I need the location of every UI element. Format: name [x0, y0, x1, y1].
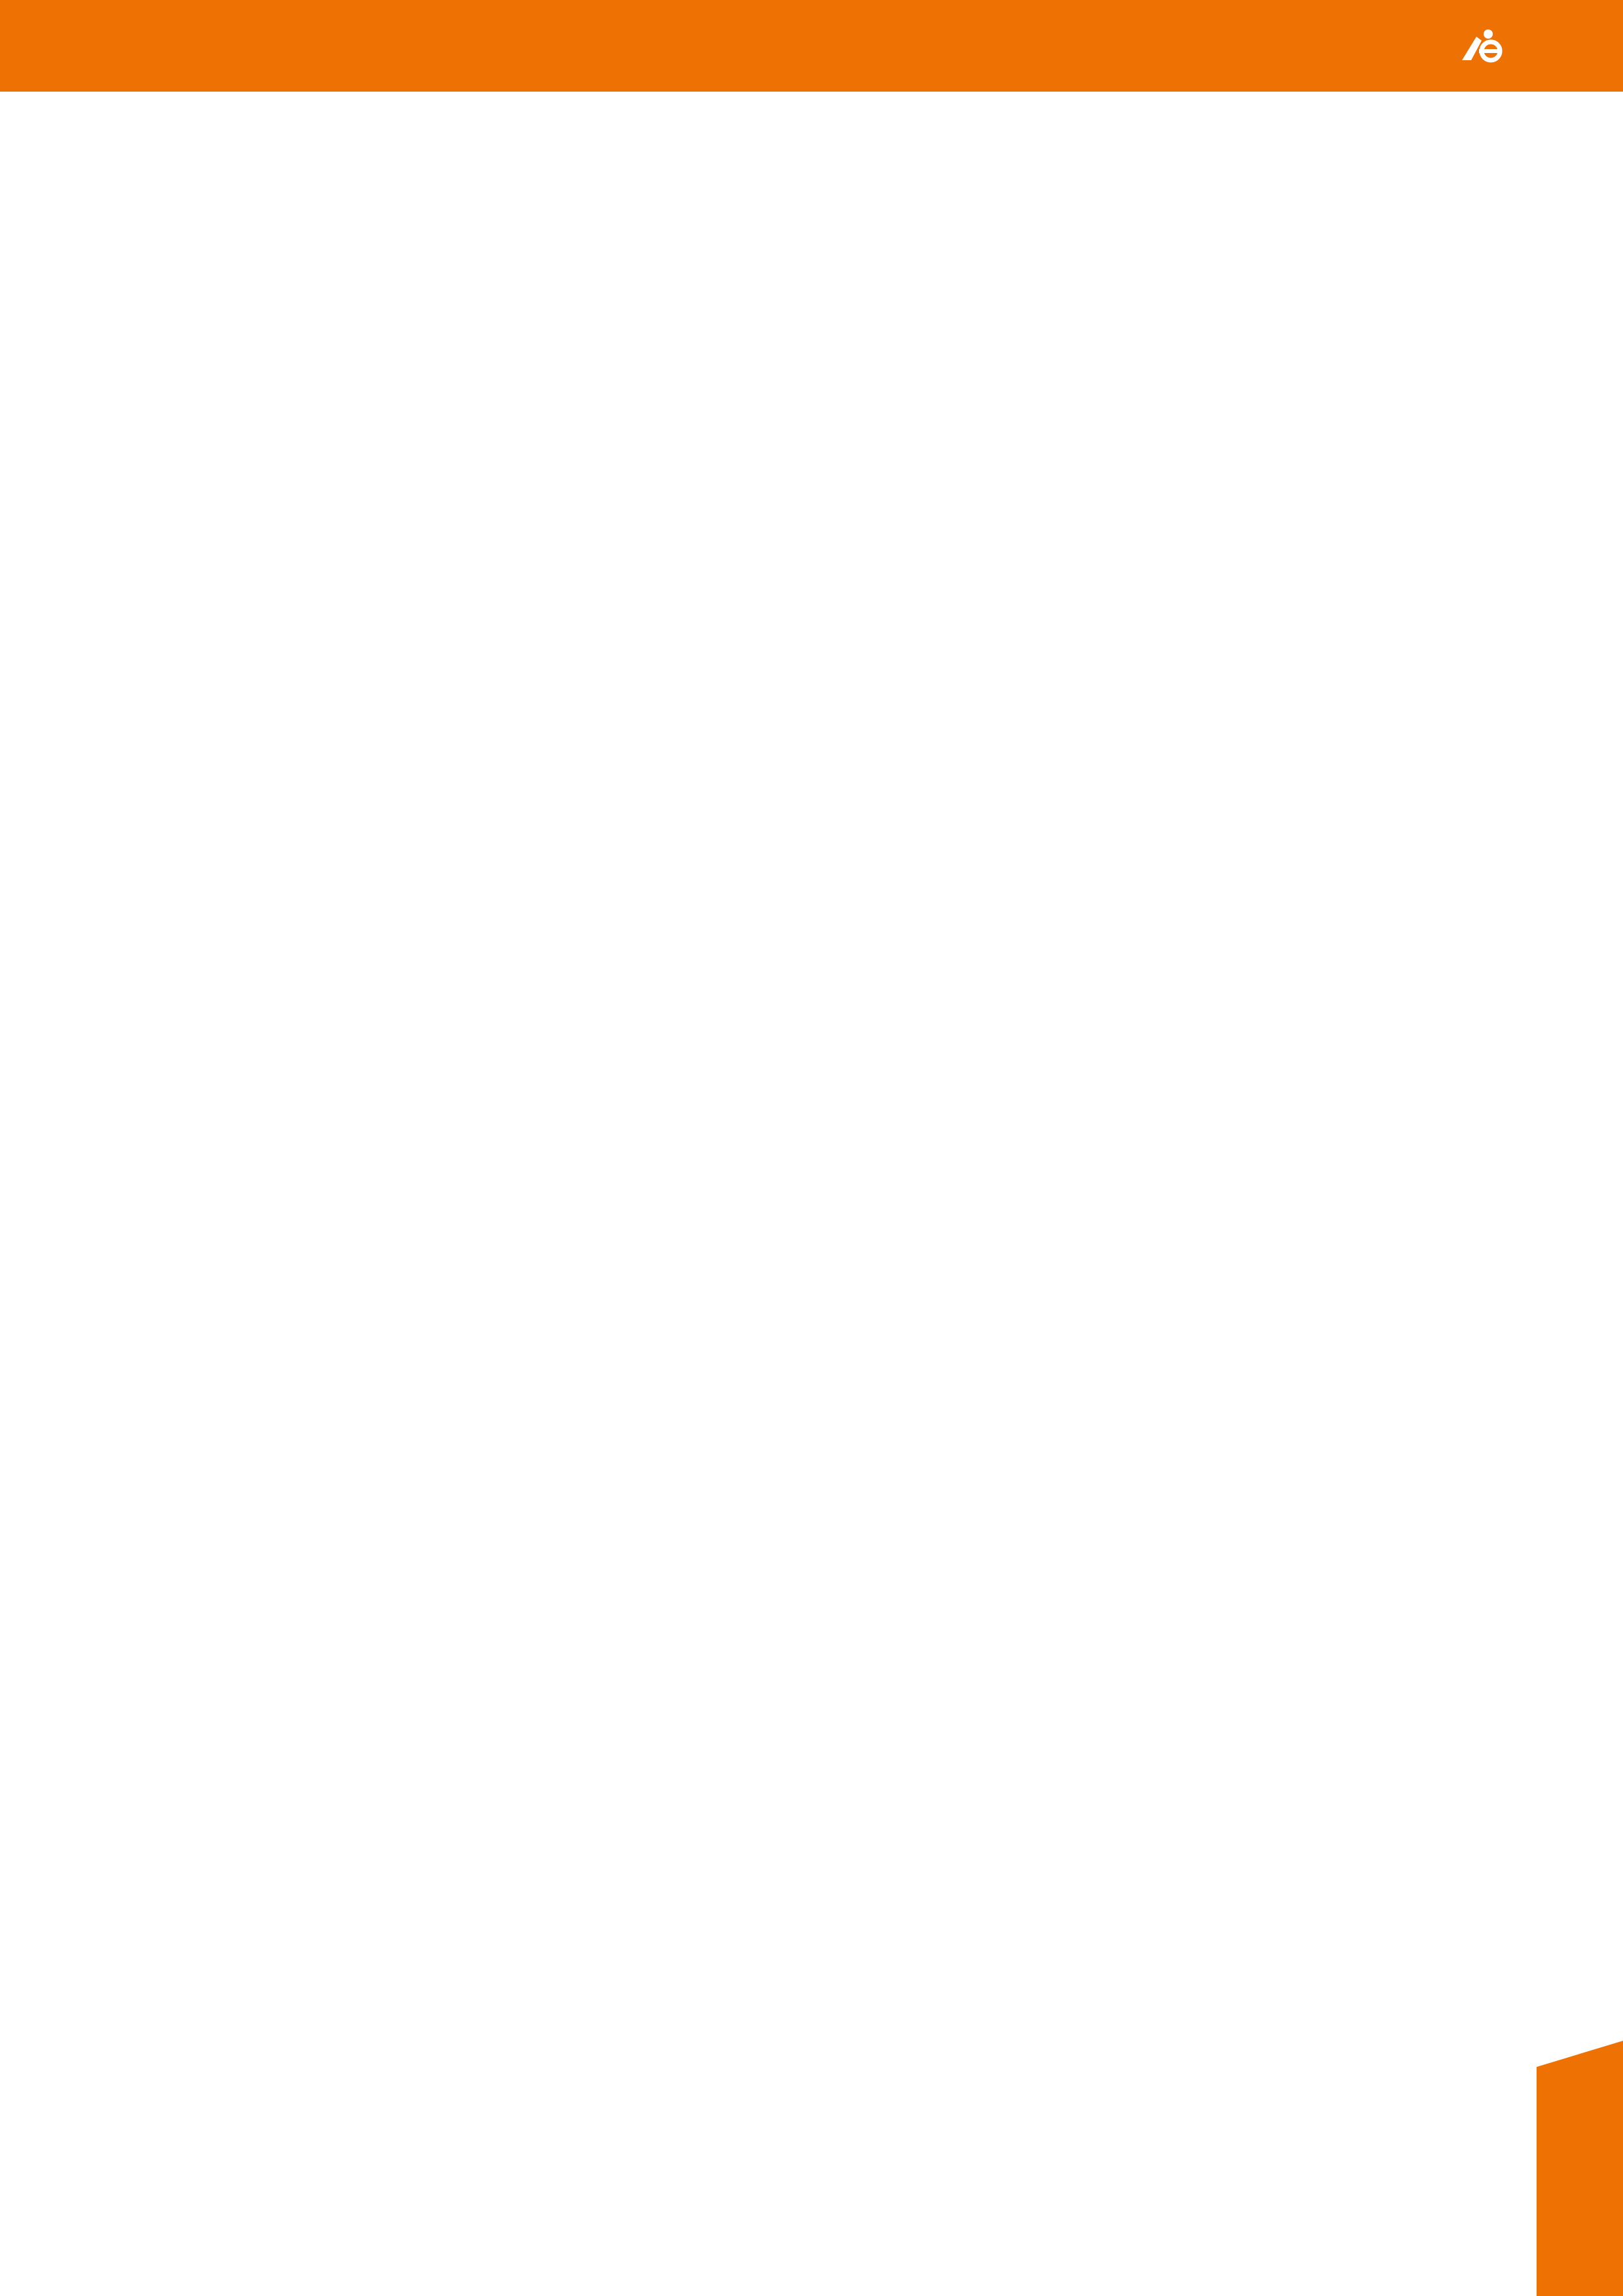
page-header [0, 0, 1623, 92]
info-tab [1537, 2041, 1623, 2296]
hoffmann-logo-icon [1459, 27, 1505, 64]
brand-logo [1459, 25, 1510, 67]
